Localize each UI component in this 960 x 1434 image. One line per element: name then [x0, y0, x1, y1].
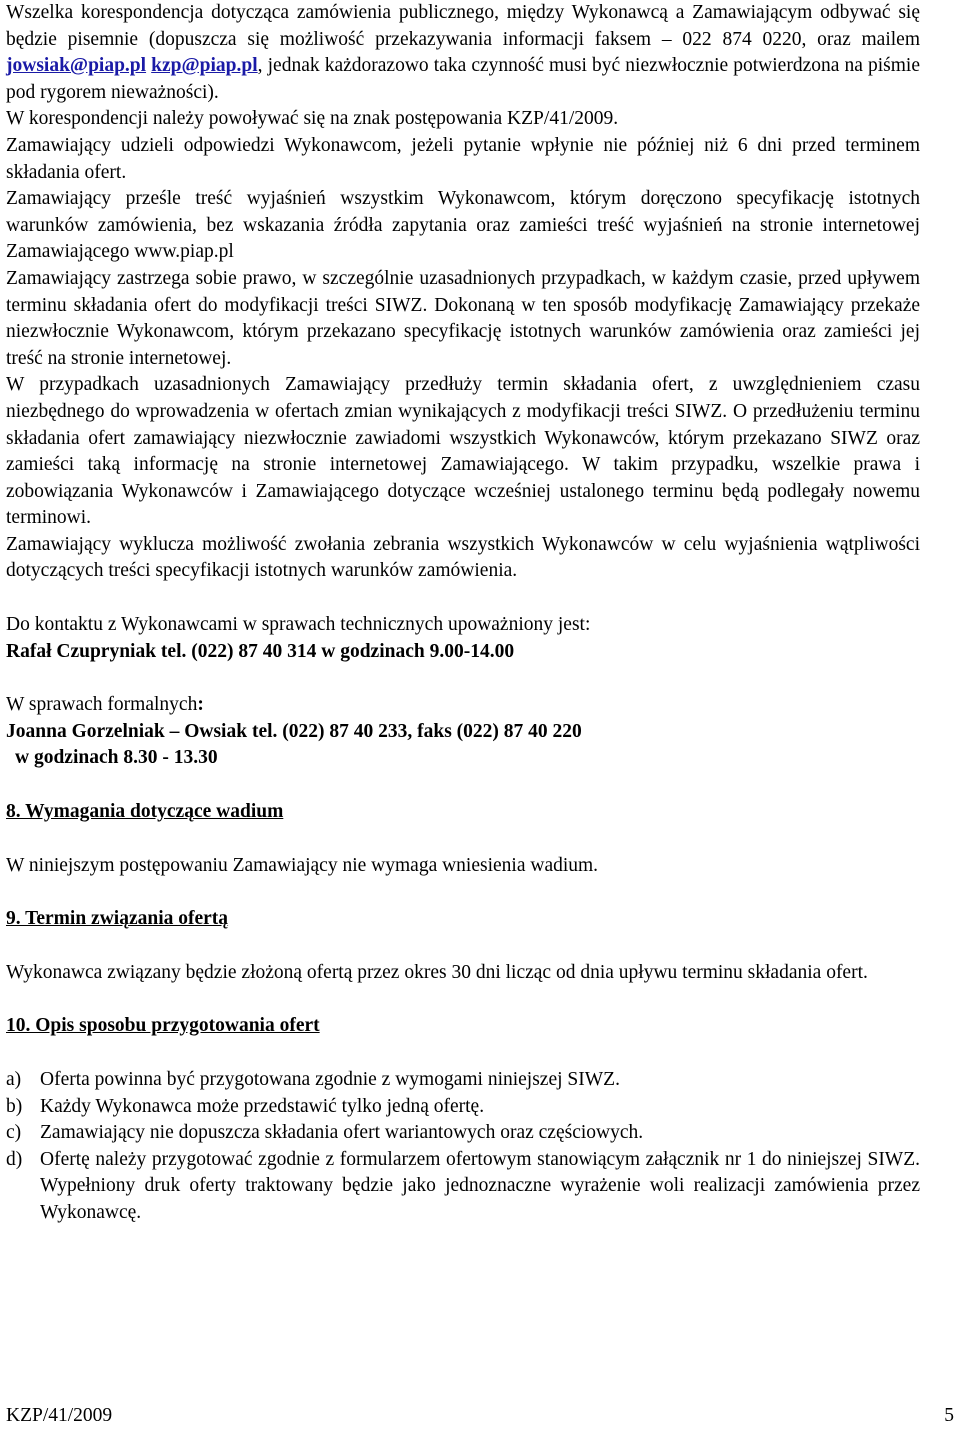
list-item-text: Oferta powinna być przygotowana zgodnie z wymogami niniejszej SIWZ.: [40, 1069, 620, 1090]
email-link-jowsiak[interactable]: jowsiak@piap.pl: [6, 55, 147, 77]
paragraph-modification: Zamawiający zastrzega sobie prawo, w szczególnie uzasadnionych przypadkach, w każdym czasie, przed upływem terminu składania ofert do modyfikacji treści SIWZ. Dokonaną w ten sposób modyfikację Zamawiający przekaże niezwłocznie Wykonawcom, którym przekazano specyfikację istotnych warunków zamówienia oraz zamieści jej treść na stronie internetowej.: [6, 267, 920, 369]
correspondence-text: Wszelka korespondencja dotycząca zamówienia publicznego, między Wykonawcą a Zamawiającym odbywać się będzie pisemnie (dopuszcza się możliwość przekazywania informacji faksem – 022 874 0220, oraz mailem: [6, 2, 920, 50]
formal-contact-intro-text: W sprawach formalnych: [6, 694, 198, 716]
paragraph-no-meeting: Zamawiający wyklucza możliwość zwołania zebrania wszystkich Wykonawców w celu wyjaśnienia wątpliwości dotyczących treści specyfikacji istotnych warunków zamówienia.: [6, 533, 920, 582]
list-item: [6, 1120, 920, 1147]
list-item: [6, 1147, 920, 1227]
paragraph-extension: W przypadkach uzasadnionych Zamawiający przedłuży termin składania ofert, z uwzględnieniem czasu niezbędnego do wprowadzenia w ofertach zmian wynikających z modyfikacji treści SIWZ. O przedłużeniu terminu składania ofert zamawiający niezwłocznie zawiadomi wszystkich Wykonawców, którym przekazano SIWZ oraz zamieści taką informację na stronie internetowej Zamawiającego. W takim przypadku, wszelkie prawa i zobowiązania Wykonawców i Zamawiającego dotyczące wcześniej ustalonego terminu będą podlegały nowemu terminowi.: [6, 374, 920, 529]
list-item: [6, 1094, 920, 1121]
spacer: [6, 933, 920, 960]
list-item-text: Każdy Wykonawca może przedstawić tylko jedną ofertę.: [40, 1095, 485, 1117]
spacer: [6, 1040, 920, 1067]
technical-contact-person: Rafał Czupryniak tel. (022) 87 40 314 w godzinach 9.00-14.00: [6, 640, 515, 662]
formal-contact-hours: w godzinach 8.30 - 13.30: [15, 747, 218, 769]
formal-contact-person: Joanna Gorzelniak – Owsiak tel. (022) 87 40 233, faks (022) 87 40 220: [6, 720, 582, 742]
spacer: [6, 585, 920, 612]
paragraph-questions: Zamawiający udzieli odpowiedzi Wykonawcom, jeżeli pytanie wpłynie nie później niż 6 dni przed terminem składania ofert.: [6, 134, 920, 183]
list-item-text: Zamawiający nie dopuszcza składania ofert wariantowych oraz częściowych.: [40, 1122, 644, 1144]
document-page: [6, 0, 920, 1227]
formal-contact-intro-colon: :: [197, 694, 204, 716]
paragraph-correspondence: [6, 0, 920, 106]
list-item-text: Ofertę należy przygotować zgodnie z formularzem ofertowym stanowiącym załącznik nr 1 do niniejszej SIWZ. Wypełniony druk oferty traktowany będzie jako jednoznaczne wyrażenie woli realizacji zamówienia przez Wykonawcę.: [40, 1148, 920, 1223]
paragraph-reference: W korespondencji należy powoływać się na znak postępowania KZP/41/2009.: [6, 108, 619, 130]
section-8-text: W niniejszym postępowaniu Zamawiający nie wymaga wniesienia wadium.: [6, 854, 599, 876]
page-number: 5: [944, 1405, 954, 1426]
spacer: [6, 772, 920, 799]
section-9-heading: 9. Termin związania ofertą: [6, 908, 229, 930]
formal-contact-intro: [6, 692, 920, 719]
list-marker: c): [6, 1122, 22, 1144]
list-marker: d): [6, 1148, 23, 1170]
footer-reference: KZP/41/2009: [6, 1405, 113, 1426]
page-footer: [6, 1403, 954, 1430]
email-link-kzp[interactable]: kzp@piap.pl: [151, 55, 258, 77]
list-marker: b): [6, 1095, 23, 1117]
list-marker: a): [6, 1069, 22, 1090]
list-item: [6, 1067, 920, 1094]
paragraph-explanations: Zamawiający prześle treść wyjaśnień wszystkim Wykonawcom, którym doręczono specyfikację istotnych warunków zamówienia, bez wskazania źródła zapytania oraz zamieści treść wyjaśnień na stronie internetowej Zamawiającego www.piap.pl: [6, 188, 920, 263]
section-10-list: [6, 1067, 920, 1227]
spacer: [6, 986, 920, 1013]
spacer: [6, 826, 920, 853]
section-10-heading: 10. Opis sposobu przygotowania ofert: [6, 1015, 320, 1037]
spacer: [6, 665, 920, 692]
technical-contact-intro: Do kontaktu z Wykonawcami w sprawach technicznych upoważniony jest:: [6, 614, 591, 636]
spacer: [6, 879, 920, 906]
section-9-text: Wykonawca związany będzie złożoną ofertą przez okres 30 dni licząc od dnia upływu terminu składania ofert.: [6, 961, 868, 983]
correspondence-text-end: , jednak każdorazowo taka czynność musi być niezwłocznie potwierdzona na piśmie pod rygorem nieważności).: [6, 55, 920, 103]
section-8-heading: 8. Wymagania dotyczące wadium: [6, 801, 284, 823]
